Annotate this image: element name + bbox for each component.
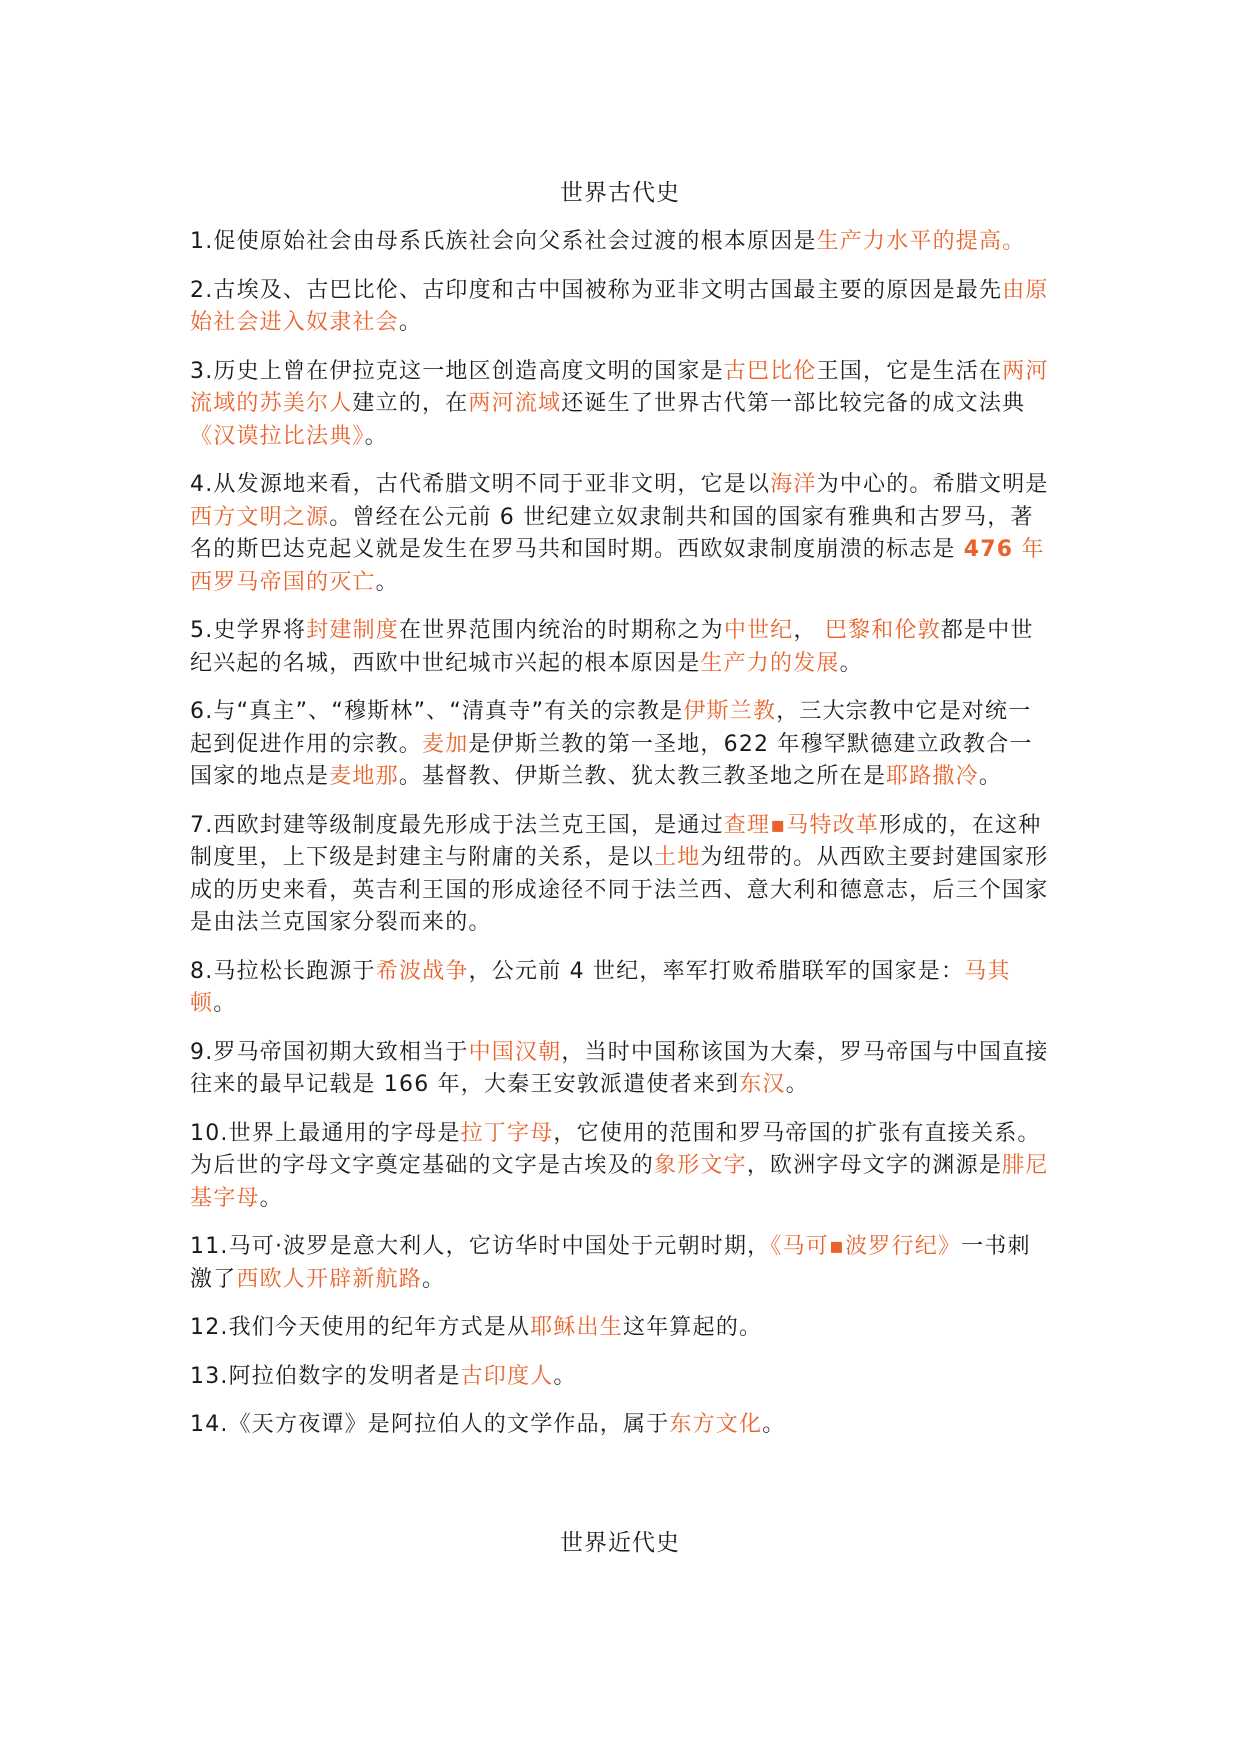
highlighted-answer: 古巴比伦: [723, 358, 817, 384]
item-text: 是伊斯兰教的第一圣地，622 年穆罕默德建立政教合一国家的地点是: [190, 731, 1033, 789]
highlighted-answer: 海洋: [770, 472, 817, 497]
list-item: [190, 1118, 1052, 1216]
item-text: 13.阿拉伯数字的发明者是: [190, 1363, 461, 1389]
item-text: 形成的，在这种制度里，上下级是封建主与附庸的关系，是以: [190, 812, 1042, 870]
highlighted-answer: 查理▪马特改革: [723, 812, 880, 838]
item-text: 。: [762, 1412, 786, 1437]
highlighted-answer: 耶稣出生: [530, 1315, 624, 1340]
item-text: 为纽带的。从西欧主要封建国家形成的历史来看，英吉利王国的形成途径不同于法兰西、意大利和德意志，后三个国家是由法兰克国家分裂而来的。: [190, 845, 1049, 935]
section-title-ancient: 世界古代史: [560, 180, 680, 206]
item-text: 在世界范围内统治的时期称之为: [399, 618, 724, 643]
highlighted-answer: 中世纪: [723, 618, 794, 643]
highlighted-answer: 希波战争: [375, 958, 469, 984]
item-text: 还诞生了世界古代第一部比较完备的成文法典: [561, 391, 1026, 416]
highlighted-answer: 西方文明之源: [190, 504, 330, 530]
highlighted-answer: 麦地那: [329, 764, 399, 789]
item-text: 都是中世纪兴起的名城，西欧中世纪城市兴起的根本原因是: [190, 618, 1034, 676]
highlighted-answer: 麦加: [422, 731, 469, 757]
item-text: 。: [364, 423, 388, 449]
highlighted-answer: 马其顿: [190, 958, 1011, 1016]
item-text: 5.史学界将: [190, 618, 307, 643]
item-text: ，三大宗教中它是对统一起到促进作用的宗教。: [190, 699, 1032, 757]
item-text: 。: [978, 764, 1003, 789]
item-text: 10.世界上最通用的字母是: [190, 1120, 461, 1146]
item-text: 。: [422, 1266, 446, 1292]
item-text: 14.《天方夜谭》是阿拉伯人的文学作品，属于: [190, 1412, 670, 1437]
highlighted-answer: 东方文化: [669, 1412, 763, 1437]
list-item: [190, 469, 1052, 599]
highlighted-answer: 中国汉朝: [468, 1039, 562, 1065]
list-item: [190, 1312, 1052, 1345]
list-item: [190, 1409, 1052, 1442]
item-text: 。: [553, 1363, 577, 1389]
list-item: [190, 226, 1052, 259]
item-text: 12.我们今天使用的纪年方式是从: [190, 1315, 531, 1340]
highlighted-answer: 476: [963, 537, 1014, 562]
item-text: 为中心的。希腊文明是: [816, 472, 1049, 497]
highlighted-answer: 拉丁字母: [460, 1120, 554, 1146]
list-item: [190, 275, 1052, 340]
highlighted-answer: 耶路撒冷: [886, 764, 979, 789]
list-item: [190, 696, 1052, 794]
highlighted-answer: 伊斯兰教: [683, 699, 777, 724]
item-text: ，它使用的范围和罗马帝国的扩张有直接关系。为后世的字母文字奠定基础的文字是古埃及的: [190, 1120, 1041, 1178]
item-text: ，: [793, 618, 825, 643]
list-item: [190, 1231, 1052, 1296]
item-text: 。: [785, 1072, 809, 1097]
highlighted-answer: 两河流域的苏美尔人: [190, 358, 1049, 416]
item-text: 。: [259, 1185, 283, 1211]
highlighted-answer: 《马可▪波罗行纪》: [770, 1234, 962, 1259]
item-text: ，当时中国称该国为大秦，罗马帝国与中国直接往来的最早记载是 166 年，大秦王安敦派遣使者来到: [190, 1039, 1049, 1097]
highlighted-answer: 年西罗马帝国的灭亡: [190, 537, 1045, 595]
item-text: 6.与“真主”、“穆斯林”、“清真寺”有关的宗教是: [190, 699, 684, 724]
highlighted-answer: 土地: [654, 845, 701, 870]
item-text: 7.西欧封建等级制度最先形成于法兰克王国，是通过: [190, 812, 724, 838]
item-text: 8.马拉松长跑源于: [190, 958, 376, 984]
highlighted-answer: 生产力水平的提高。: [816, 229, 1026, 254]
item-text: 11.马可·波罗是意大利人，它访华时中国处于元朝时期，: [190, 1234, 771, 1259]
highlighted-answer: 象形文字: [654, 1153, 747, 1178]
item-text: ，公元前 4 世纪，率军打败希腊联军的国家是：: [468, 958, 965, 984]
highlighted-answer: 封建制度: [306, 618, 400, 643]
item-text: 9.罗马帝国初期大致相当于: [190, 1039, 469, 1065]
list-item: [190, 356, 1052, 454]
item-text: 1.促使原始社会由母系氏族社会向父系社会过渡的根本原因是: [190, 229, 817, 254]
item-text: 一书刺激了: [190, 1234, 1031, 1292]
highlighted-answer: 生产力的发展: [700, 650, 840, 676]
highlighted-answer: 《汉谟拉比法典》: [190, 423, 365, 449]
list-item: [190, 956, 1052, 1021]
item-text: 。: [213, 991, 237, 1016]
list-item: [190, 1037, 1052, 1102]
item-text: 。: [398, 310, 423, 335]
highlighted-answer: 腓尼基字母: [190, 1153, 1049, 1211]
item-text: 。曾经在公元前 6 世纪建立奴隶制共和国的国家有雅典和古罗马，著名的斯巴达克起义就是发生在罗马共和国时期。西欧奴隶制度崩溃的标志是: [190, 504, 1034, 562]
item-text: 4.从发源地来看，古代希腊文明不同于亚非文明，它是以: [190, 472, 771, 497]
highlighted-answer: 两河流域: [468, 391, 562, 416]
item-text: 。: [375, 569, 399, 595]
section-title-modern: 世界近代史: [560, 1530, 680, 1556]
highlighted-answer: 东汉: [739, 1072, 786, 1097]
list-item: [190, 615, 1052, 680]
highlighted-answer: 由原始社会进入奴隶社会: [190, 277, 1049, 335]
list-item: [190, 1361, 1052, 1394]
highlighted-answer: 西欧人开辟新航路: [236, 1266, 423, 1292]
item-text: 。: [839, 650, 863, 676]
knowledge-list: [190, 226, 1052, 1458]
item-text: 。基督教、伊斯兰教、犹太教三教圣地之所在是: [398, 764, 887, 789]
item-text: 王国，它是生活在: [816, 358, 1003, 384]
item-text: 3.历史上曾在伊拉克这一地区创造高度文明的国家是: [190, 358, 724, 384]
item-text: 这年算起的。: [623, 1315, 763, 1340]
list-item: [190, 810, 1052, 940]
highlighted-answer: 巴黎和伦敦: [824, 618, 941, 643]
item-text: 2.古埃及、古巴比伦、古印度和古中国被称为亚非文明古国最主要的原因是最先: [190, 277, 1003, 303]
highlighted-answer: 古印度人: [460, 1363, 554, 1389]
item-text: 建立的，在: [352, 391, 469, 416]
item-text: ，欧洲字母文字的渊源是: [746, 1153, 1003, 1178]
